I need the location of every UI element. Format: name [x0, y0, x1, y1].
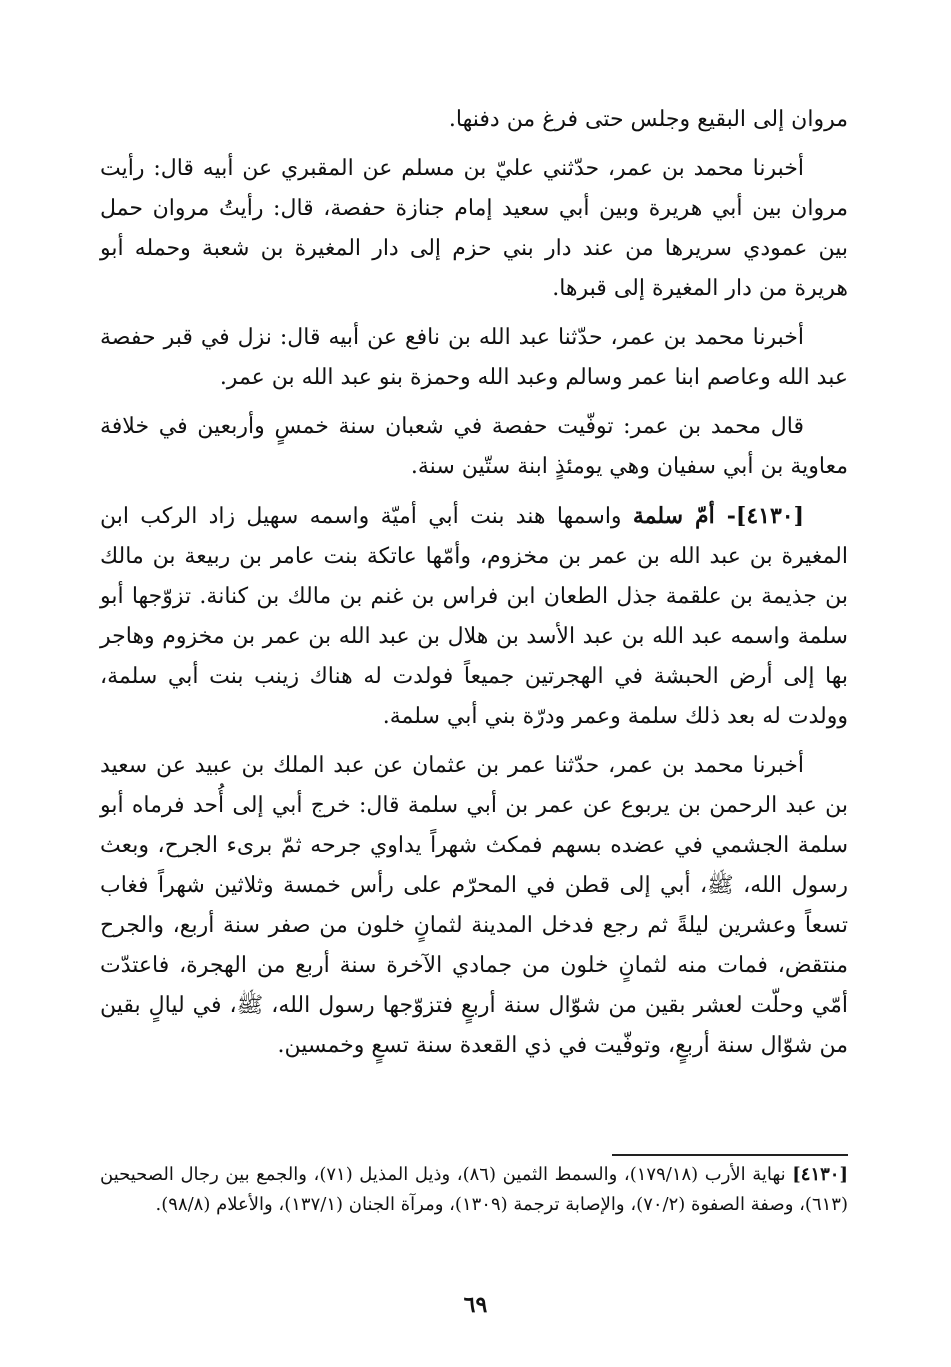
- entry-name: - أمّ سلمة: [632, 503, 736, 529]
- footnote-divider: [612, 1154, 848, 1156]
- paragraph-burial-hafsa: أخبرنا محمد بن عمر، حدّثني عليّ بن مسلم عن المقبري عن أبيه قال: رأيت مروان بين أبي هريرة وبين أبي سعيد إمام جنازة حفصة، قال: رأيتُ مروان حمل بين عمودي سريرها من عند دار بني حزم إلى دار المغيرة بن شعبة وحمله أبو هريرة من دار المغيرة إلى قبرها.: [100, 156, 848, 301]
- page-number: ٦٩: [463, 1292, 488, 1318]
- entry-text: واسمها هند بنت أبي أميّة واسمه سهيل زاد الركب ابن المغيرة بن عبد الله بن عمر بن مخزوم، وأمّها عاتكة بنت عامر بن ربيعة بن مالك بن جذيمة بن علقمة جذل الطعان ابن فراس بن غنم بن مالك بن كنانة. تزوّجها أبو سلمة واسمه عبد الله بن عبد الأسد بن هلال بن عبد الله بن عمر بن مخزوم وهاجر بها إلى أرض الحبشة في الهجرتين جميعاً فولدت له هناك زينب بنت أبي سلمة، وولدت له بعد ذلك سلمة وعمر ودرّة بني أبي سلمة.: [100, 504, 848, 729]
- footnotes: [100, 1160, 848, 1220]
- paragraph-abu-salama: أخبرنا محمد بن عمر، حدّثنا عمر بن عثمان عن عبد الملك بن عبيد عن سعيد بن عبد الرحمن بن يربوع عن عمر بن أبي سلمة قال: خرج أبي إلى أُحد فرماه أبو سلمة الجشمي في عضده بسهم فمكث شهراً يداوي جرحه ثمّ برىء الجرح، وبعث رسول الله، ﷺ، أبي إلى قطن في المحرّم على رأس خمسة وثلاثين شهراً فغاب تسعاً وعشرين ليلةً ثم رجع فدخل المدينة لثمانٍ خلون من صفر سنة أربع، والجرح منتقض، فمات منه لثمانٍ خلون من جمادي الآخرة سنة أربع من الهجرة، فاعتدّت أمّي وحلّت لعشر بقين من شوّال سنة أربعٍ فتزوّجها رسول الله، ﷺ، في ليالٍ بقين من شوّال سنة أربعٍ، وتوفّيت في ذي القعدة سنة تسعٍ وخمسين.: [100, 753, 849, 1058]
- entry-number: [٤١٣٠]: [735, 503, 804, 529]
- paragraph-death-hafsa: قال محمد بن عمر: توفّيت حفصة في شعبان سنة خمسٍ وأربعين في خلافة معاوية بن أبي سفيان وهي يومئذٍ ابنة ستّين سنة.: [100, 414, 848, 479]
- paragraph-grave-hafsa: أخبرنا محمد بن عمر، حدّثنا عبد الله بن نافع عن أبيه قال: نزل في قبر حفصة عبد الله وعاصم ابنا عمر وسالم وعبد الله وحمزة بنو عبد الله بن عمر.: [100, 325, 848, 390]
- footnote-entry: [100, 1160, 848, 1220]
- footnote-text: نهاية الأرب (١٧٩/١٨)، والسمط الثمين (٨٦)، وذيل المذيل (٧١)، والجمع بين رجال الصحيحين (٦١٣)، وصفة الصفوة (٧٠/٢)، والإصابة ترجمة (١٣٠٩)، ومرآة الجنان (١٣٧/١)، والأعلام (٩٨/٨).: [100, 1164, 848, 1215]
- paragraph-continuation: مروان إلى البقيع وجلس حتى فرغ من دفنها.: [448, 107, 848, 132]
- footnote-ref: [٤١٣٠]: [792, 1164, 848, 1185]
- main-text: [100, 100, 848, 1075]
- entry-umm-salama: [100, 496, 848, 737]
